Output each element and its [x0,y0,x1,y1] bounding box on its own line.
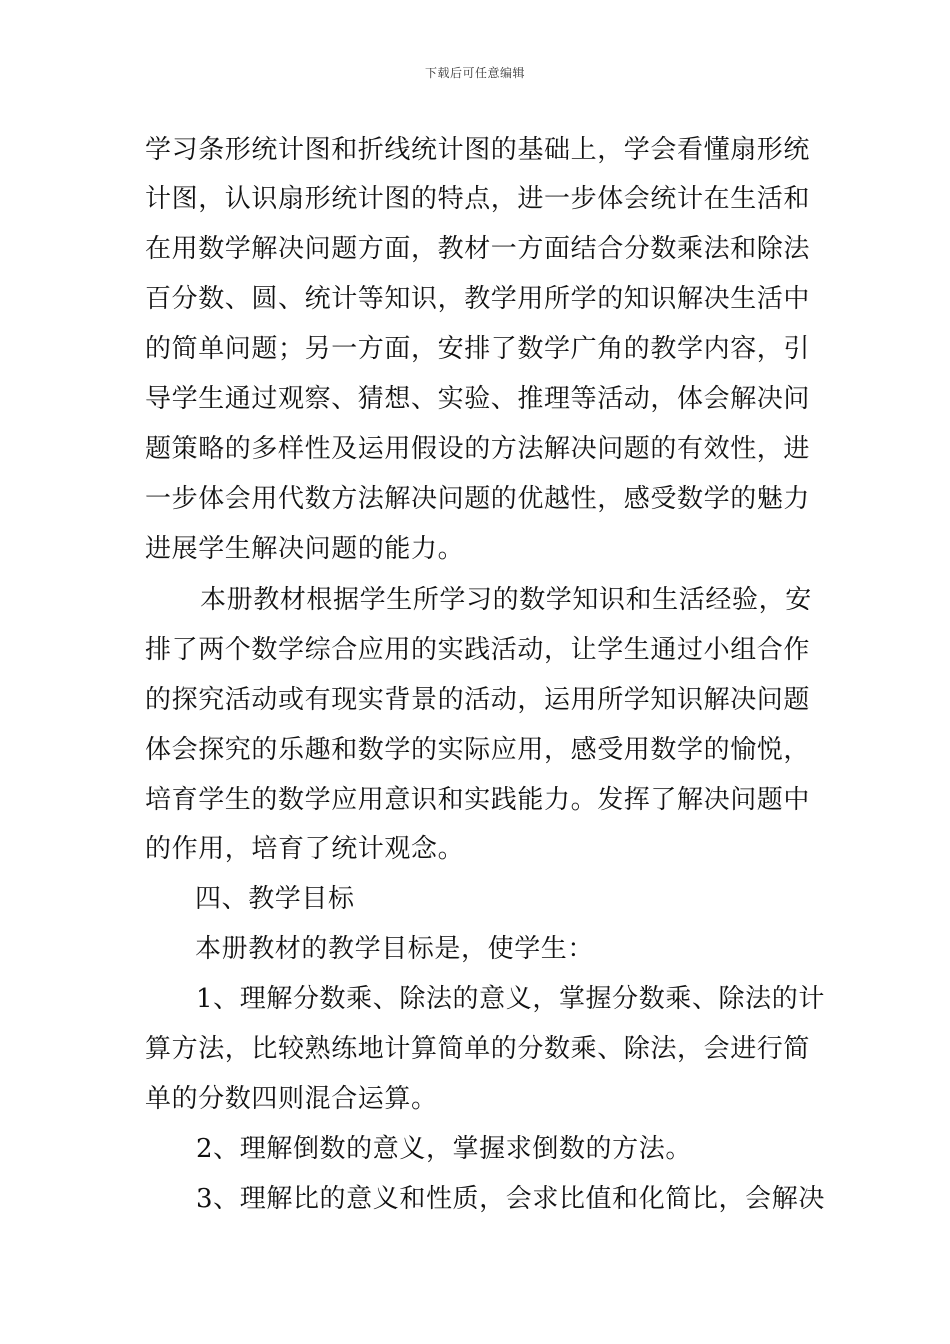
text-line: 体会探究的乐趣和数学的实际应用，感受用数学的愉悦， [145,735,811,765]
text-line: 排了两个数学综合应用的实践活动，让学生通过小组合作 [145,635,811,665]
text-line: 算方法，比较熟练地计算简单的分数乘、除法，会进行简 [145,1034,811,1064]
text-line: 进展学生解决问题的能力。 [145,534,465,564]
goal-item-3: 3、理解比的意义和性质，会求比值和化简比，会解决 [196,1184,825,1214]
text-line: 培育学生的数学应用意识和实践能力。发挥了解决问题中 [145,785,811,815]
text-line: 的作用，培育了统计观念。 [145,834,465,864]
text-line: 在用数学解决问题方面，教材一方面结合分数乘法和除法 [145,234,811,264]
paragraph-first-line: 本册教材根据学生所学习的数学知识和生活经验，安 [200,585,812,615]
text-line: 一步体会用代数方法解决问题的优越性，感受数学的魅力 [145,484,811,514]
text-line: 百分数、圆、统计等知识，教学用所学的知识解决生活中 [145,284,811,314]
goal-item-1: 1、理解分数乘、除法的意义，掌握分数乘、除法的计 [196,984,825,1014]
section-heading: 四、教学目标 [195,884,355,914]
text-line: 单的分数四则混合运算。 [145,1084,438,1114]
text-line: 学习条形统计图和折线统计图的基础上，学会看懂扇形统 [145,135,811,165]
goal-item-2: 2、理解倒数的意义，掌握求倒数的方法。 [196,1134,692,1164]
header-note: 下载后可任意编辑 [424,66,525,80]
text-line: 的简单问题；另一方面，安排了数学广角的教学内容，引 [145,334,811,364]
text-line: 导学生通过观察、猜想、实验、推理等活动，体会解决问 [145,384,811,414]
text-line: 题策略的多样性及运用假设的方法解决问题的有效性，进 [145,434,811,464]
intro-line: 本册教材的教学目标是，使学生： [195,934,595,964]
text-line: 的探究活动或有现实背景的活动，运用所学知识解决问题 [145,685,811,715]
text-line: 计图，认识扇形统计图的特点，进一步体会统计在生活和 [145,184,811,214]
